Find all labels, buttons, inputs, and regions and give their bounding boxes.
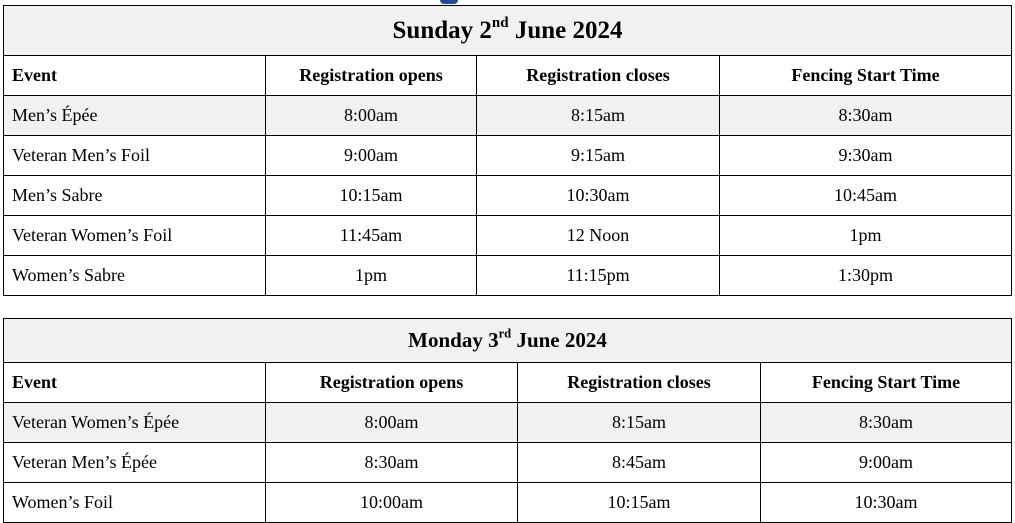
start-cell: 10:30am [761,483,1012,523]
table-row [4,443,1012,483]
event-cell: Women’s Sabre [4,256,266,296]
schedule-table-monday [3,318,1012,523]
closes-cell: 8:45am [518,443,761,483]
header-registration-opens: Registration opens [266,56,477,96]
event-cell: Veteran Men’s Foil [4,136,266,176]
start-cell: 1:30pm [720,256,1012,296]
table-row [4,403,1012,443]
event-cell: Men’s Sabre [4,176,266,216]
event-cell: Veteran Women’s Foil [4,216,266,256]
table-header-row [4,363,1012,403]
table-title: Monday 3rd June 2024 [4,319,1012,363]
header-event: Event [4,56,266,96]
event-cell: Women’s Foil [4,483,266,523]
opens-cell: 10:15am [266,176,477,216]
table-row [4,216,1012,256]
closes-cell: 8:15am [477,96,720,136]
start-cell: 8:30am [761,403,1012,443]
header-fencing-start-time: Fencing Start Time [761,363,1012,403]
table-title: Sunday 2nd June 2024 [4,6,1012,56]
table-header-row [4,56,1012,96]
header-registration-opens: Registration opens [266,363,518,403]
opens-cell: 11:45am [266,216,477,256]
opens-cell: 1pm [266,256,477,296]
closes-cell: 10:30am [477,176,720,216]
table-row [4,96,1012,136]
opens-cell: 8:00am [266,403,518,443]
schedule-table-sunday [3,5,1012,296]
opens-cell: 10:00am [266,483,518,523]
header-fencing-start-time: Fencing Start Time [720,56,1012,96]
opens-cell: 8:00am [266,96,477,136]
opens-cell: 8:30am [266,443,518,483]
start-cell: 9:30am [720,136,1012,176]
table-row [4,256,1012,296]
table-row [4,483,1012,523]
event-cell: Veteran Women’s Épée [4,403,266,443]
start-cell: 9:00am [761,443,1012,483]
closes-cell: 12 Noon [477,216,720,256]
event-cell: Men’s Épée [4,96,266,136]
closes-cell: 11:15pm [477,256,720,296]
table-row [4,136,1012,176]
header-registration-closes: Registration closes [477,56,720,96]
header-event: Event [4,363,266,403]
opens-cell: 9:00am [266,136,477,176]
start-cell: 8:30am [720,96,1012,136]
closes-cell: 8:15am [518,403,761,443]
header-registration-closes: Registration closes [518,363,761,403]
closes-cell: 10:15am [518,483,761,523]
closes-cell: 9:15am [477,136,720,176]
table-row [4,176,1012,216]
start-cell: 10:45am [720,176,1012,216]
decorative-mark [440,0,458,4]
event-cell: Veteran Men’s Épée [4,443,266,483]
start-cell: 1pm [720,216,1012,256]
